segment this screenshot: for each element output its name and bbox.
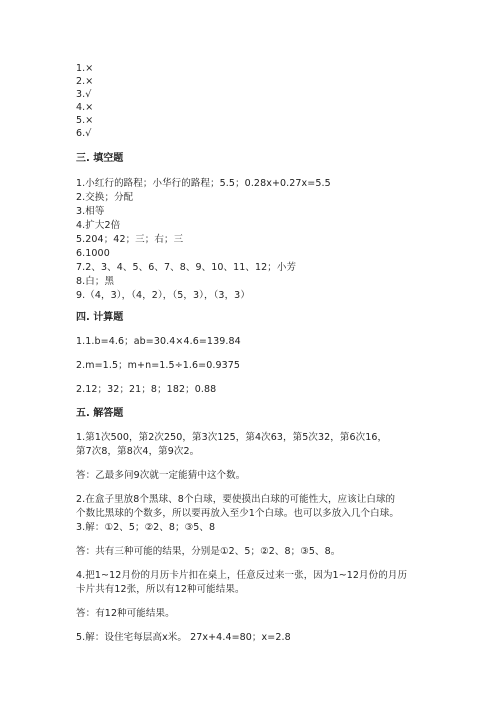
solve-answer-4-line2: 卡片共有12张，所以有12种可能结果。 — [76, 584, 245, 595]
solve-answer-4-line1: 4.把1~12月份的月历卡片扣在桌上，任意反过来一张，因为1~12月份的月历 — [76, 570, 408, 581]
judge-answer-5: 5.× — [76, 115, 94, 126]
judge-answer-2: 2.× — [76, 76, 94, 87]
fill-answer-2: 2.交换；分配 — [76, 192, 134, 203]
solve-answer-2-line2: 个数比黑球的个数多，所以要再放入至少1个白球。也可以多放入几个白球。 — [76, 508, 399, 519]
judge-answer-3: 3.√ — [76, 89, 92, 100]
solve-answer-5: 5.解：设住宅每层高x米。 27x+4.4=80；x=2.8 — [76, 632, 291, 643]
solve-answer-1-reply: 答：乙最多问9次就一定能猜中这个数。 — [76, 470, 246, 481]
solve-answer-2-line1: 2.在盒子里放8个黑球、8个白球，要使摸出白球的可能性大，应该让白球的 — [76, 494, 396, 505]
fill-answer-7: 7.2、3、4、5、6、7、8、9、10、11、12；小芳 — [76, 262, 297, 273]
fill-answer-9: 9.（4，3），（4，2），（5，3），（3，3） — [76, 290, 250, 301]
solve-answer-3-reply: 答：共有三种可能的结果，分别是①2、5；②2、8；③5、8。 — [76, 546, 341, 557]
calc-answer-3: 2.12；32；21；8；182；0.88 — [76, 384, 217, 395]
section-fill-blank-title: 三. 填空题 — [76, 153, 124, 164]
fill-answer-5: 5.204；42；三；右；三 — [76, 234, 184, 245]
fill-answer-4: 4.扩大2倍 — [76, 220, 121, 231]
fill-answer-3: 3.相等 — [76, 206, 105, 217]
section-calculation-title: 四. 计算题 — [76, 312, 124, 323]
solve-answer-1-line1: 1.第1次500，第2次250，第3次125，第4次63，第5次32，第6次16， — [76, 432, 388, 443]
solve-answer-1-line2: 第7次8，第8次4，第9次2。 — [76, 446, 200, 457]
solve-answer-3: 3.解：①2、5；②2、8；③5、8 — [76, 522, 216, 533]
calc-answer-2: 2.m=1.5；m+n=1.5÷1.6=0.9375 — [76, 360, 241, 371]
fill-answer-6: 6.1000 — [76, 248, 110, 259]
fill-answer-1: 1.小红行的路程；小华行的路程；5.5；0.28x+0.27x=5.5 — [76, 178, 331, 189]
section-solve-title: 五. 解答题 — [76, 408, 124, 419]
judge-answer-4: 4.× — [76, 102, 94, 113]
calc-answer-1: 1.1.b=4.6；ab=30.4×4.6=139.84 — [76, 336, 241, 347]
judge-answer-1: 1.× — [76, 63, 94, 74]
fill-answer-8: 8.白；黑 — [76, 276, 115, 287]
judge-answer-6: 6.√ — [76, 128, 92, 139]
solve-answer-4-reply: 答：有12种可能结果。 — [76, 608, 175, 619]
